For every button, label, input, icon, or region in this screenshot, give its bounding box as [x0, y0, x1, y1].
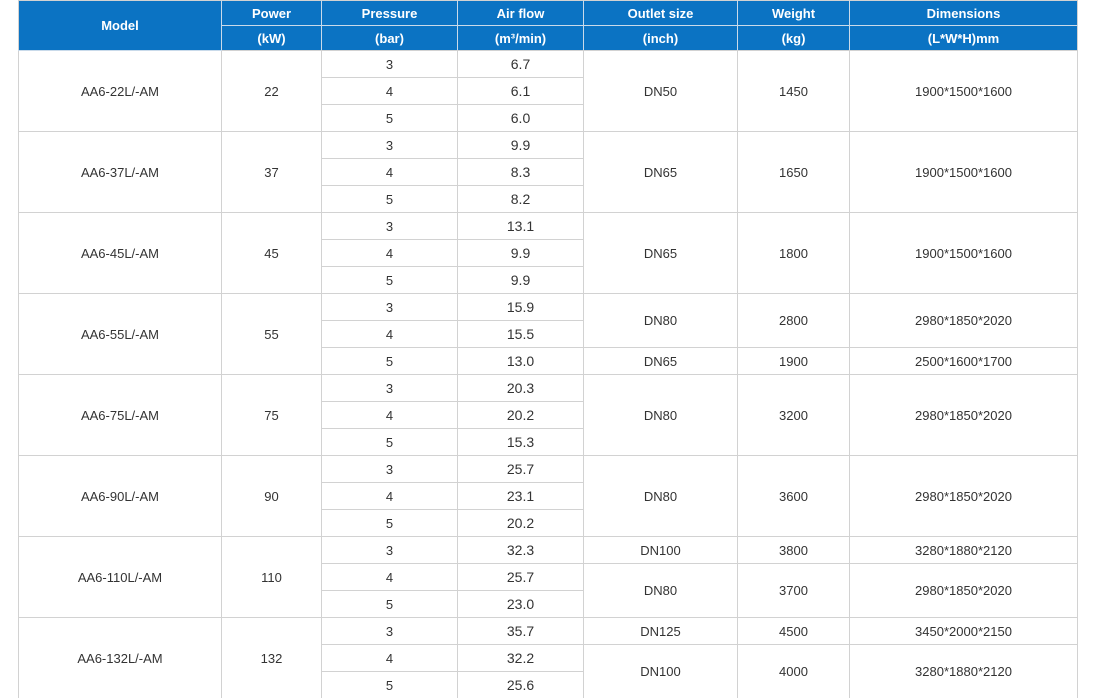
outlet-cell: DN65	[584, 348, 738, 375]
airflow-cell: 8.2	[458, 186, 584, 213]
power-cell: 45	[222, 213, 322, 294]
dimensions-cell: 2980*1850*2020	[850, 375, 1078, 456]
model-cell: AA6-75L/-AM	[19, 375, 222, 456]
header-dimensions: Dimensions	[850, 1, 1078, 26]
pressure-cell: 3	[322, 294, 458, 321]
dimensions-cell: 2980*1850*2020	[850, 564, 1078, 618]
pressure-cell: 3	[322, 618, 458, 645]
dimensions-cell: 1900*1500*1600	[850, 51, 1078, 132]
table-row	[19, 132, 1078, 159]
dimensions-cell: 3280*1880*2120	[850, 645, 1078, 698]
airflow-cell: 6.0	[458, 105, 584, 132]
outlet-cell: DN125	[584, 618, 738, 645]
pressure-cell: 3	[322, 375, 458, 402]
pressure-cell: 3	[322, 213, 458, 240]
dimensions-cell: 3450*2000*2150	[850, 618, 1078, 645]
airflow-cell: 20.3	[458, 375, 584, 402]
airflow-cell: 6.1	[458, 78, 584, 105]
airflow-cell: 25.6	[458, 672, 584, 698]
table-row	[19, 375, 1078, 402]
airflow-cell: 25.7	[458, 564, 584, 591]
table-row	[19, 294, 1078, 321]
pressure-cell: 5	[322, 510, 458, 537]
power-cell: 37	[222, 132, 322, 213]
airflow-cell: 6.7	[458, 51, 584, 78]
airflow-cell: 9.9	[458, 132, 584, 159]
dimensions-cell: 2980*1850*2020	[850, 456, 1078, 537]
airflow-cell: 20.2	[458, 402, 584, 429]
power-cell: 22	[222, 51, 322, 132]
table-body	[19, 51, 1078, 698]
weight-cell: 4500	[738, 618, 850, 645]
model-cell: AA6-45L/-AM	[19, 213, 222, 294]
weight-cell: 3800	[738, 537, 850, 564]
airflow-cell: 25.7	[458, 456, 584, 483]
pressure-cell: 5	[322, 591, 458, 618]
airflow-cell: 9.9	[458, 240, 584, 267]
outlet-cell: DN50	[584, 51, 738, 132]
airflow-cell: 23.1	[458, 483, 584, 510]
header-power: Power	[222, 1, 322, 26]
dimensions-cell: 2500*1600*1700	[850, 348, 1078, 375]
header-dimensions-unit: (L*W*H)mm	[850, 26, 1078, 51]
compressor-spec-table	[18, 0, 1078, 698]
outlet-cell: DN100	[584, 537, 738, 564]
airflow-cell: 23.0	[458, 591, 584, 618]
header-airflow: Air flow	[458, 1, 584, 26]
table-row	[19, 213, 1078, 240]
weight-cell: 1800	[738, 213, 850, 294]
power-cell: 132	[222, 618, 322, 698]
header-outlet-size: Outlet size	[584, 1, 738, 26]
airflow-cell: 8.3	[458, 159, 584, 186]
outlet-cell: DN80	[584, 375, 738, 456]
pressure-cell: 4	[322, 483, 458, 510]
pressure-cell: 5	[322, 105, 458, 132]
pressure-cell: 4	[322, 78, 458, 105]
dimensions-cell: 3280*1880*2120	[850, 537, 1078, 564]
pressure-cell: 3	[322, 51, 458, 78]
weight-cell: 1900	[738, 348, 850, 375]
outlet-cell: DN65	[584, 213, 738, 294]
outlet-cell: DN65	[584, 132, 738, 213]
weight-cell: 3200	[738, 375, 850, 456]
pressure-cell: 5	[322, 672, 458, 698]
header-model: Model	[19, 1, 222, 51]
dimensions-cell: 2980*1850*2020	[850, 294, 1078, 348]
airflow-cell: 15.3	[458, 429, 584, 456]
pressure-cell: 4	[322, 564, 458, 591]
table-row	[19, 618, 1078, 645]
outlet-cell: DN80	[584, 456, 738, 537]
header-weight: Weight	[738, 1, 850, 26]
header-outlet-size-unit: (inch)	[584, 26, 738, 51]
table-header	[19, 1, 1078, 51]
outlet-cell: DN80	[584, 564, 738, 618]
pressure-cell: 4	[322, 645, 458, 672]
airflow-cell: 13.0	[458, 348, 584, 375]
table-row	[19, 456, 1078, 483]
airflow-cell: 13.1	[458, 213, 584, 240]
weight-cell: 3600	[738, 456, 850, 537]
header-row-labels	[19, 1, 1078, 26]
pressure-cell: 4	[322, 402, 458, 429]
model-cell: AA6-110L/-AM	[19, 537, 222, 618]
power-cell: 75	[222, 375, 322, 456]
pressure-cell: 3	[322, 456, 458, 483]
model-cell: AA6-22L/-AM	[19, 51, 222, 132]
pressure-cell: 5	[322, 429, 458, 456]
pressure-cell: 3	[322, 132, 458, 159]
outlet-cell: DN100	[584, 645, 738, 698]
airflow-cell: 9.9	[458, 267, 584, 294]
model-cell: AA6-90L/-AM	[19, 456, 222, 537]
model-cell: AA6-37L/-AM	[19, 132, 222, 213]
pressure-cell: 5	[322, 186, 458, 213]
power-cell: 55	[222, 294, 322, 375]
header-pressure-unit: (bar)	[322, 26, 458, 51]
model-cell: AA6-132L/-AM	[19, 618, 222, 698]
power-cell: 90	[222, 456, 322, 537]
airflow-cell: 32.3	[458, 537, 584, 564]
pressure-cell: 5	[322, 267, 458, 294]
header-pressure: Pressure	[322, 1, 458, 26]
header-weight-unit: (kg)	[738, 26, 850, 51]
pressure-cell: 4	[322, 321, 458, 348]
model-cell: AA6-55L/-AM	[19, 294, 222, 375]
pressure-cell: 3	[322, 537, 458, 564]
weight-cell: 3700	[738, 564, 850, 618]
header-airflow-unit: (m³/min)	[458, 26, 584, 51]
dimensions-cell: 1900*1500*1600	[850, 132, 1078, 213]
airflow-cell: 15.5	[458, 321, 584, 348]
weight-cell: 4000	[738, 645, 850, 698]
weight-cell: 2800	[738, 294, 850, 348]
weight-cell: 1450	[738, 51, 850, 132]
weight-cell: 1650	[738, 132, 850, 213]
pressure-cell: 4	[322, 159, 458, 186]
table-row	[19, 51, 1078, 78]
outlet-cell: DN80	[584, 294, 738, 348]
pressure-cell: 4	[322, 240, 458, 267]
pressure-cell: 5	[322, 348, 458, 375]
airflow-cell: 32.2	[458, 645, 584, 672]
power-cell: 110	[222, 537, 322, 618]
airflow-cell: 35.7	[458, 618, 584, 645]
airflow-cell: 20.2	[458, 510, 584, 537]
header-power-unit: (kW)	[222, 26, 322, 51]
table-row	[19, 537, 1078, 564]
dimensions-cell: 1900*1500*1600	[850, 213, 1078, 294]
airflow-cell: 15.9	[458, 294, 584, 321]
